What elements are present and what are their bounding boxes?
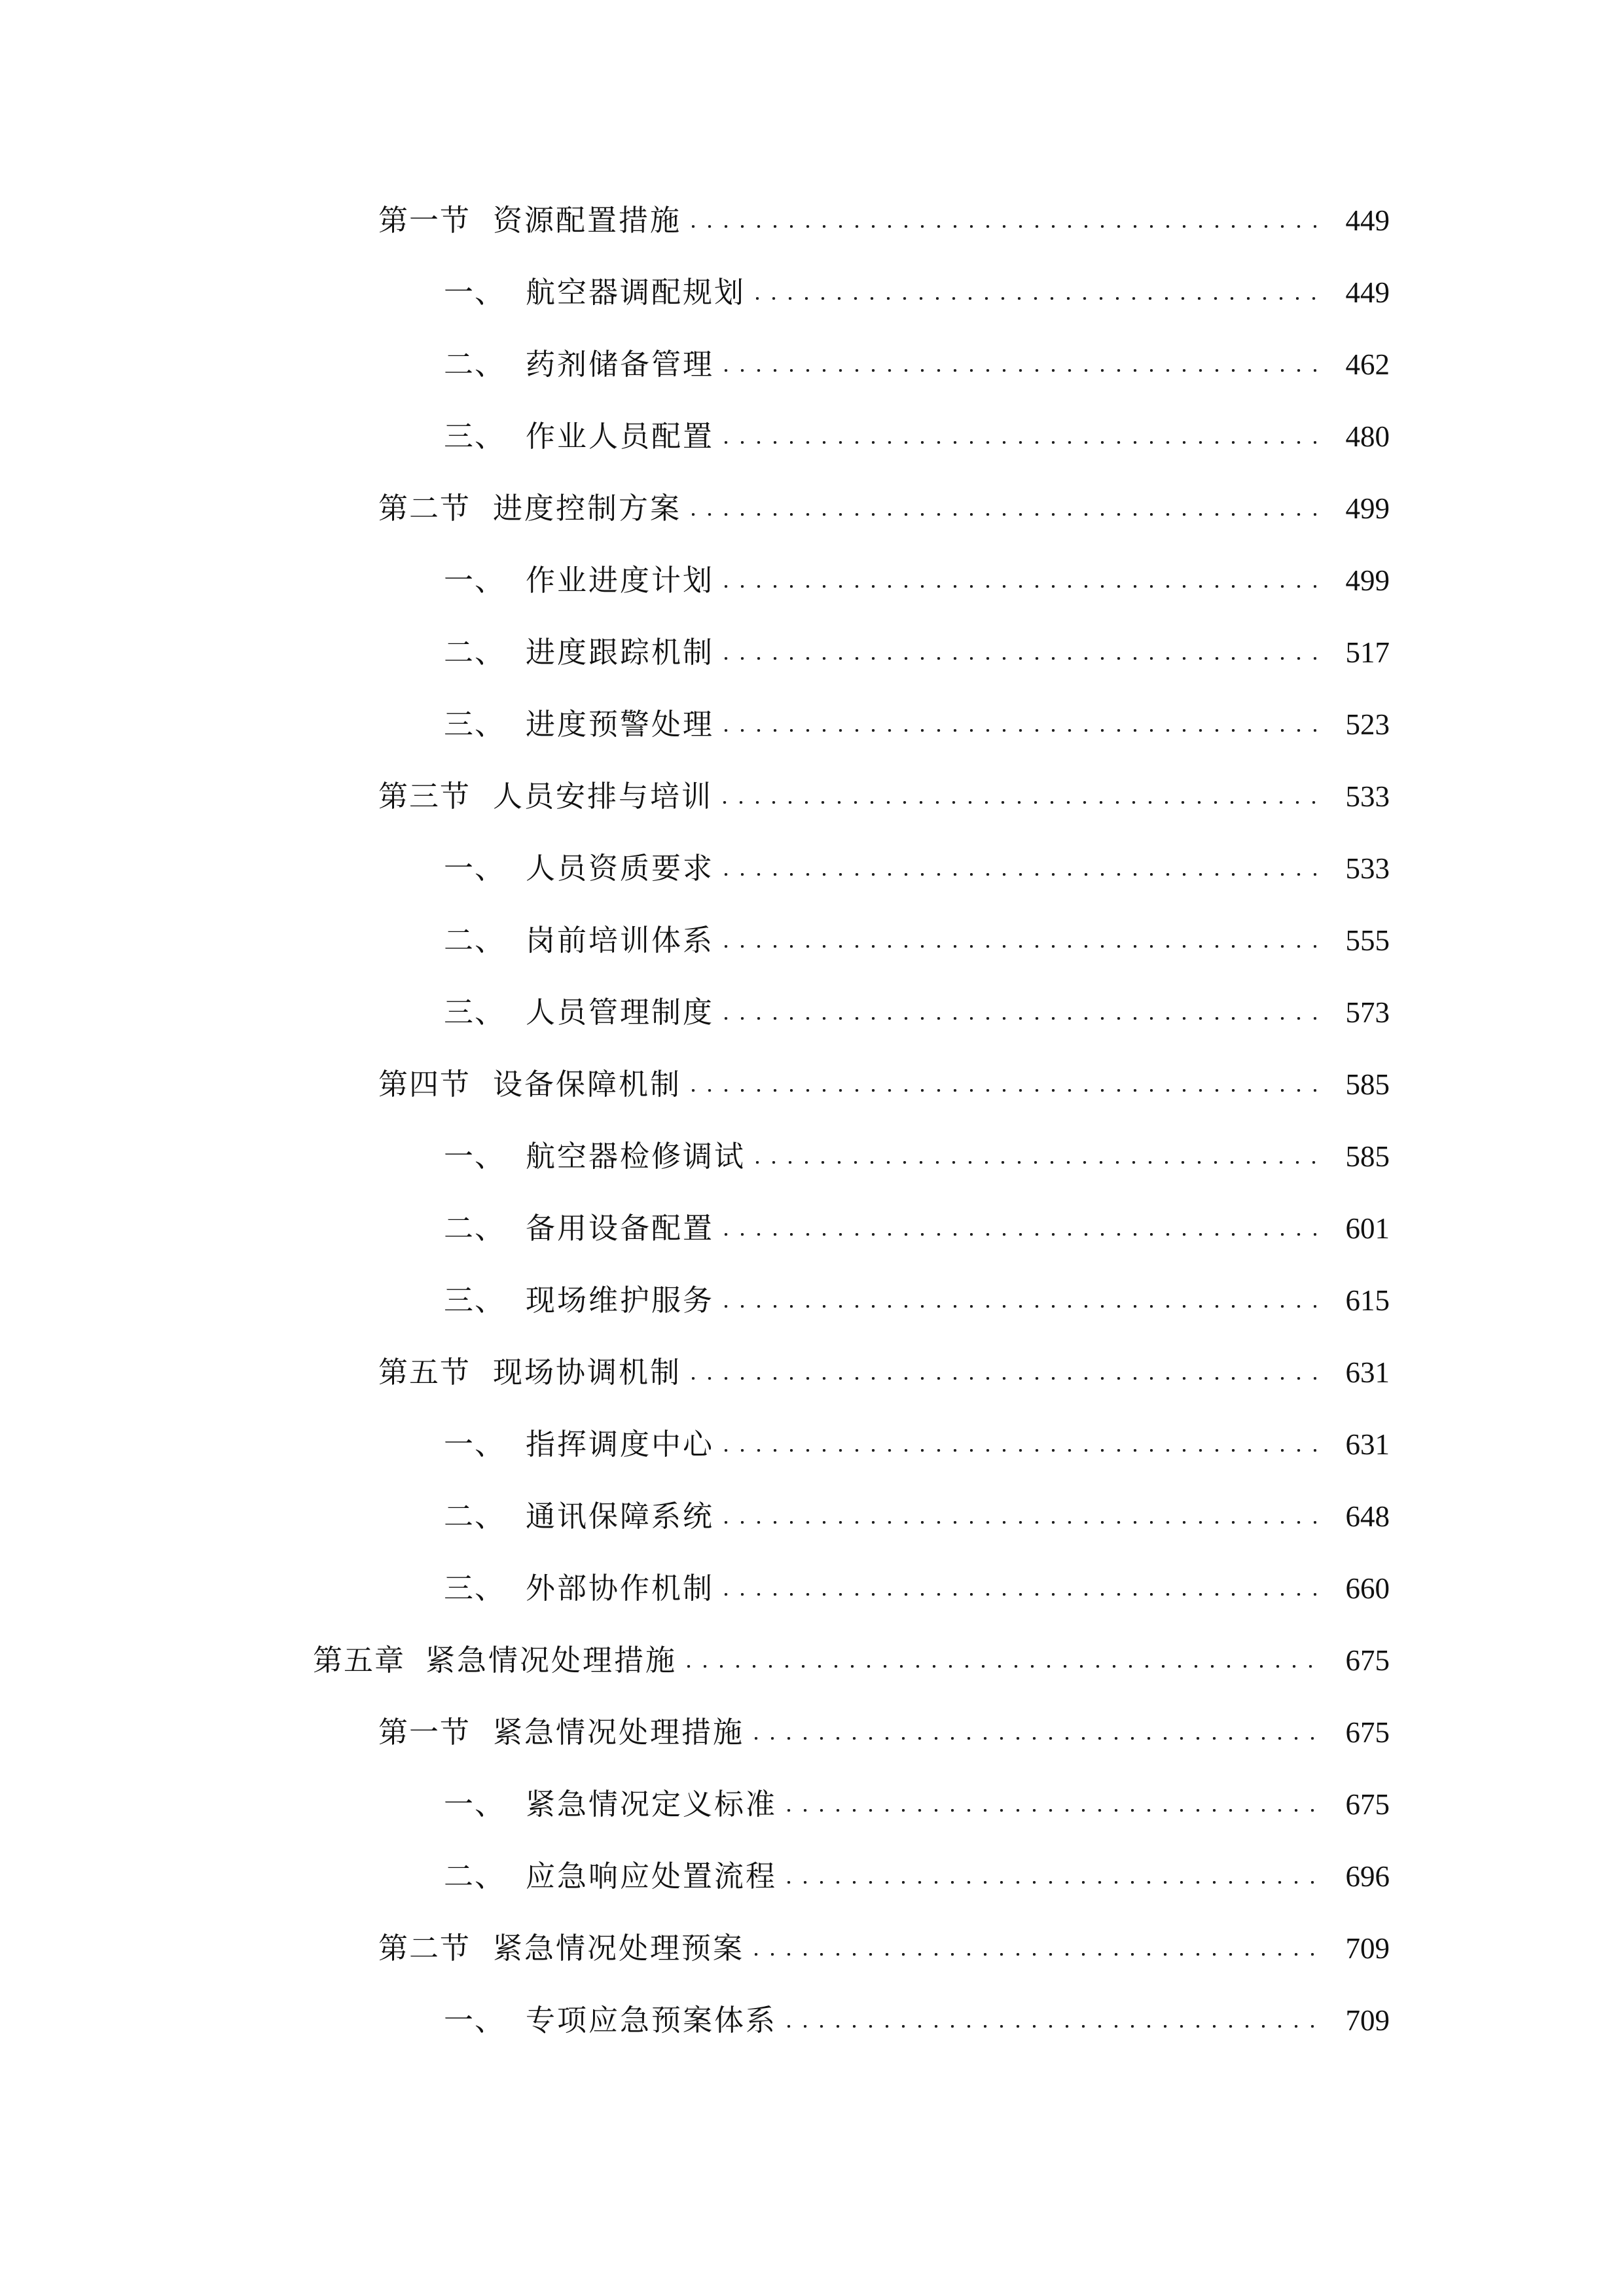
dot-leader: [755, 1737, 1316, 1740]
toc-entry-number: 一、: [444, 275, 506, 310]
toc-entry-number: 二、: [444, 347, 506, 382]
toc-entry[interactable]: [0, 1198, 1624, 1257]
toc-entry[interactable]: [0, 694, 1624, 753]
toc-entry[interactable]: [0, 1054, 1624, 1113]
toc-entry-title: 紧急情况处理措施: [425, 1644, 683, 1677]
toc-entry-title: 应急响应处置流程: [526, 1860, 784, 1893]
toc-entry-title: 进度预警处理: [526, 708, 721, 741]
toc-entry-number: 第三节: [378, 779, 471, 814]
toc-entry-number: 一、: [444, 2003, 506, 2037]
toc-entry-title: 航空器检修调试: [526, 1140, 752, 1173]
toc-entry-number: 二、: [444, 1211, 506, 1246]
toc-entry-number: 一、: [444, 1427, 506, 1462]
dot-leader: [725, 369, 1316, 372]
toc-entry-title: 现场协调机制: [493, 1356, 688, 1389]
toc-entry-page: 449: [1318, 276, 1390, 309]
toc-entry-title: 资源配置措施: [493, 204, 688, 237]
toc-entry[interactable]: [0, 982, 1624, 1041]
dot-leader: [692, 1377, 1316, 1380]
toc-entry-number: 三、: [444, 1283, 506, 1318]
dot-leader: [725, 441, 1316, 444]
toc-entry-page: 675: [1318, 1788, 1390, 1821]
dot-leader: [787, 1881, 1316, 1884]
toc-entry-number: 第五节: [378, 1355, 471, 1390]
toc-entry-title: 通讯保障系统: [526, 1500, 721, 1533]
toc-entry-number: 二、: [444, 923, 506, 958]
toc-entry-number: 一、: [444, 1139, 506, 1174]
toc-entry-title: 现场维护服务: [526, 1284, 721, 1317]
toc-entry-title: 紧急情况处理预案: [493, 1932, 751, 1965]
toc-entry-page: 462: [1318, 348, 1390, 381]
toc-entry-page: 585: [1318, 1068, 1390, 1101]
toc-entry[interactable]: [0, 1414, 1624, 1473]
toc-entry-page: 601: [1318, 1212, 1390, 1245]
dot-leader: [725, 1233, 1316, 1236]
toc-entry-page: 696: [1318, 1860, 1390, 1893]
toc-entry[interactable]: [0, 1990, 1624, 2049]
toc-entry-page: 709: [1318, 2004, 1390, 2037]
toc-entry-number: 一、: [444, 851, 506, 886]
toc-entry[interactable]: [0, 1126, 1624, 1185]
toc-entry-number: 三、: [444, 419, 506, 454]
dot-leader: [725, 1017, 1316, 1020]
toc-entry-number: 第四节: [378, 1067, 471, 1102]
toc-entry[interactable]: [0, 1918, 1624, 1977]
toc-entry[interactable]: [0, 1702, 1624, 1761]
toc-entry-number: 第二节: [378, 491, 471, 526]
dot-leader: [725, 657, 1316, 660]
toc-entry-title: 作业人员配置: [526, 420, 721, 453]
toc-entry[interactable]: [0, 1774, 1624, 1833]
toc-entry[interactable]: [0, 838, 1624, 897]
toc-entry[interactable]: [0, 190, 1624, 249]
dot-leader: [725, 873, 1316, 876]
toc-entry-number: 三、: [444, 707, 506, 742]
toc-entry[interactable]: [0, 1342, 1624, 1401]
toc-entry-title: 药剂储备管理: [526, 348, 721, 381]
toc-entry-title: 备用设备配置: [526, 1212, 721, 1245]
toc-entry[interactable]: [0, 1558, 1624, 1617]
dot-leader: [725, 945, 1316, 948]
toc-entry[interactable]: [0, 550, 1624, 609]
toc-entry-number: 二、: [444, 635, 506, 670]
dot-leader: [725, 585, 1316, 588]
toc-entry-number: 三、: [444, 995, 506, 1030]
dot-leader: [756, 297, 1316, 300]
toc-entry[interactable]: [0, 1846, 1624, 1905]
dot-leader: [692, 225, 1316, 228]
toc-entry-number: 二、: [444, 1859, 506, 1893]
toc-entry-page: 573: [1318, 996, 1390, 1029]
toc-entry-title: 外部协作机制: [526, 1572, 721, 1605]
toc-entry-page: 480: [1318, 420, 1390, 453]
toc-entry-title: 设备保障机制: [493, 1068, 688, 1101]
toc-entry-page: 675: [1318, 1716, 1390, 1749]
toc-entry-page: 499: [1318, 492, 1390, 525]
toc-entry-page: 533: [1318, 780, 1390, 813]
toc-entry[interactable]: [0, 478, 1624, 537]
toc-entry-title: 紧急情况处理措施: [493, 1716, 751, 1749]
toc-entry[interactable]: [0, 334, 1624, 393]
toc-entry-number: 第一节: [378, 203, 471, 238]
toc-entry-title: 岗前培训体系: [526, 924, 721, 957]
toc-entry-title: 专项应急预案体系: [526, 2004, 784, 2037]
toc-entry-page: 499: [1318, 564, 1390, 597]
dot-leader: [725, 1449, 1316, 1452]
toc-entry[interactable]: [0, 262, 1624, 321]
toc-entry-title: 紧急情况定义标准: [526, 1788, 784, 1821]
toc-entry-chapter[interactable]: [0, 1630, 1624, 1689]
dot-leader: [723, 801, 1316, 804]
toc-entry[interactable]: [0, 910, 1624, 969]
toc-entry-page: 648: [1318, 1500, 1390, 1533]
dot-leader: [755, 1953, 1316, 1956]
toc-entry-title: 航空器调配规划: [526, 276, 752, 309]
dot-leader: [725, 1521, 1316, 1524]
toc-entry-number: 一、: [444, 563, 506, 598]
dot-leader: [692, 1089, 1316, 1092]
toc-entry-page: 449: [1318, 204, 1390, 237]
toc-entry-title: 作业进度计划: [526, 564, 721, 597]
dot-leader: [787, 2025, 1316, 2028]
dot-leader: [687, 1665, 1316, 1668]
toc-entry-number: 一、: [444, 1787, 506, 1821]
dot-leader: [725, 1593, 1316, 1596]
dot-leader: [692, 513, 1316, 516]
toc-entry-number: 三、: [444, 1571, 506, 1605]
toc-entry-page: 523: [1318, 708, 1390, 741]
dot-leader: [756, 1161, 1316, 1164]
dot-leader: [725, 1305, 1316, 1308]
toc-entry[interactable]: [0, 1270, 1624, 1329]
toc-entry-page: 660: [1318, 1572, 1390, 1605]
toc-entry-page: 615: [1318, 1284, 1390, 1317]
toc-entry[interactable]: [0, 406, 1624, 465]
dot-leader: [787, 1809, 1316, 1812]
toc-entry-number: 第二节: [378, 1931, 471, 1965]
toc-entry-number: 第五章: [313, 1643, 406, 1677]
toc-entry-page: 675: [1318, 1644, 1390, 1677]
toc-entry[interactable]: [0, 766, 1624, 825]
toc-entry-page: 631: [1318, 1428, 1390, 1461]
toc-entry-title: 进度控制方案: [493, 492, 688, 525]
toc-entry-page: 533: [1318, 852, 1390, 885]
toc-entry-title: 人员资质要求: [526, 852, 721, 885]
toc-entry-page: 517: [1318, 636, 1390, 669]
toc-entry-page: 709: [1318, 1932, 1390, 1965]
toc-entry-title: 人员管理制度: [526, 996, 721, 1029]
toc-entry-page: 555: [1318, 924, 1390, 957]
toc-entry-title: 进度跟踪机制: [526, 636, 721, 669]
toc-entry[interactable]: [0, 1486, 1624, 1545]
toc-entry-title: 指挥调度中心: [526, 1428, 721, 1461]
toc-entry[interactable]: [0, 622, 1624, 681]
toc-entry-page: 631: [1318, 1356, 1390, 1389]
toc-entry-number: 二、: [444, 1499, 506, 1534]
toc-entry-title: 人员安排与培训: [493, 780, 719, 813]
toc-entry-page: 585: [1318, 1140, 1390, 1173]
dot-leader: [725, 729, 1316, 732]
toc-entry-number: 第一节: [378, 1715, 471, 1749]
